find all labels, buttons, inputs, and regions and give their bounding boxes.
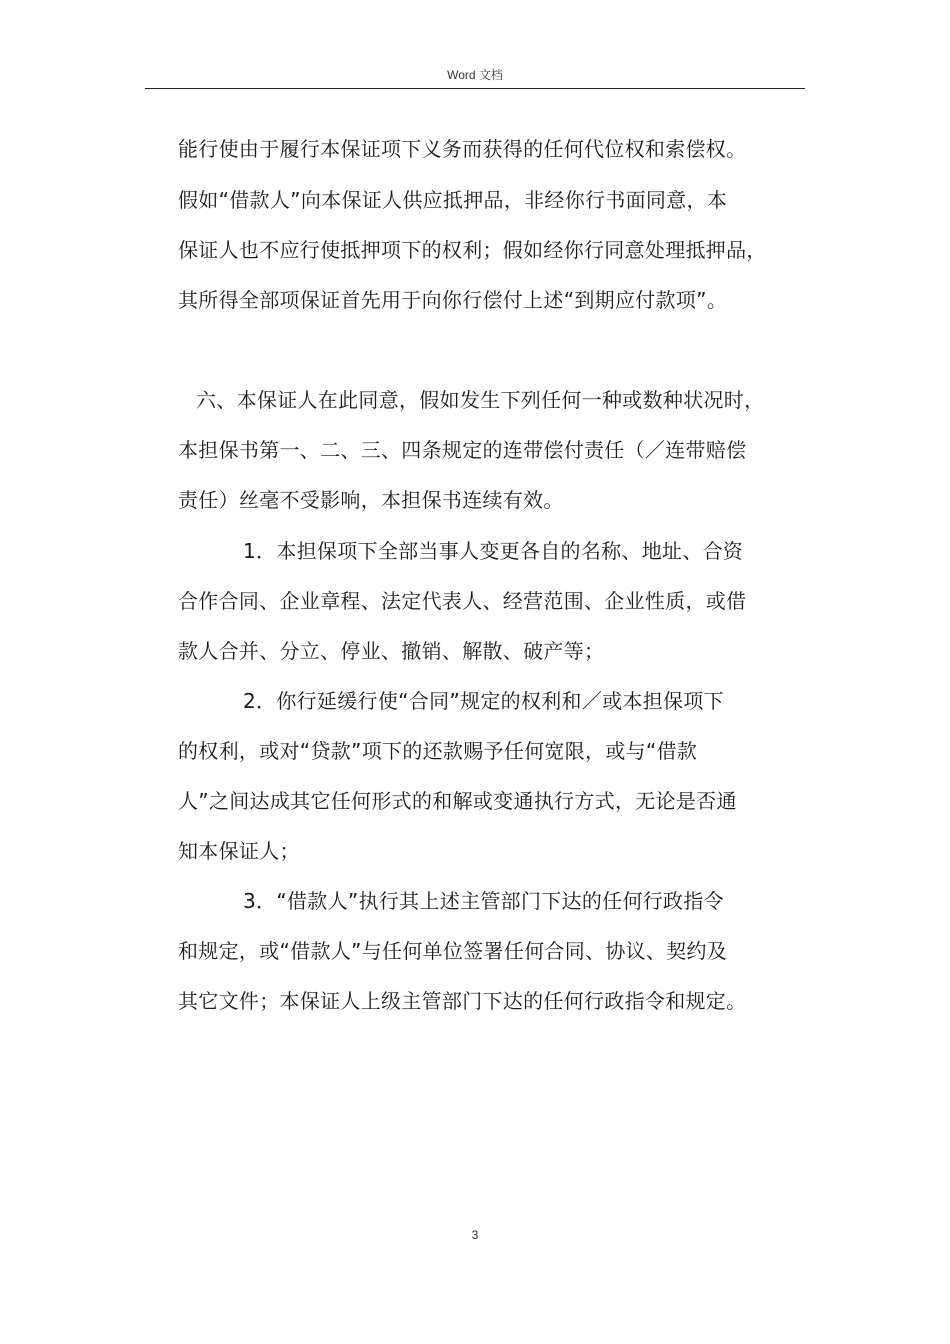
section-six-line: 六、本保证人在此同意，假如发生下列任何一种或数种状况时， bbox=[196, 388, 765, 412]
paragraph-line: 保证人也不应行使抵押项下的权利；假如经你行同意处理抵押品， bbox=[178, 238, 767, 262]
list-item-1-line: 1．本担保项下全部当事人变更各自的名称、地址、合资 bbox=[243, 539, 744, 563]
paragraph-line: 其所得全部项保证首先用于向你行偿付上述“到期应付款项”。 bbox=[178, 288, 728, 312]
paragraph-line: 其它文件；本保证人上级主管部门下达的任何行政指令和规定。 bbox=[178, 989, 747, 1013]
paragraph-line: 和规定，或“借款人”与任何单位签署任何合同、协议、契约及 bbox=[178, 939, 728, 963]
paragraph-line: 知本保证人； bbox=[178, 839, 300, 863]
list-item-2-line: 2．你行延缓行使“合同”规定的权利和／或本担保项下 bbox=[243, 689, 724, 713]
paragraph-line: 人”之间达成其它任何形式的和解或变通执行方式，无论是否通 bbox=[178, 789, 737, 813]
paragraph-line: 款人合并、分立、停业、撤销、解散、破产等； bbox=[178, 639, 605, 663]
paragraph-line: 的权利，或对“贷款”项下的还款赐予任何宽限，或与“借款 bbox=[178, 739, 698, 763]
paragraph-line: 假如“借款人”向本保证人供应抵押品，非经你行书面同意，本 bbox=[178, 188, 728, 212]
list-item-3-line: 3．“借款人”执行其上述主管部门下达的任何行政指令 bbox=[243, 889, 724, 913]
paragraph-line: 本担保书第一、二、三、四条规定的连带偿付责任（／连带赔偿 bbox=[178, 438, 747, 462]
paragraph-line: 责任）丝毫不受影响，本担保书连续有效。 bbox=[178, 488, 564, 512]
page-number: 3 bbox=[471, 1228, 479, 1242]
paragraph-line: 合作合同、企业章程、法定代表人、经营范围、企业性质，或借 bbox=[178, 589, 747, 613]
page-header: Word 文档 bbox=[145, 62, 805, 89]
paragraph-line: 能行使由于履行本保证项下义务而获得的任何代位权和索偿权。 bbox=[178, 137, 747, 161]
